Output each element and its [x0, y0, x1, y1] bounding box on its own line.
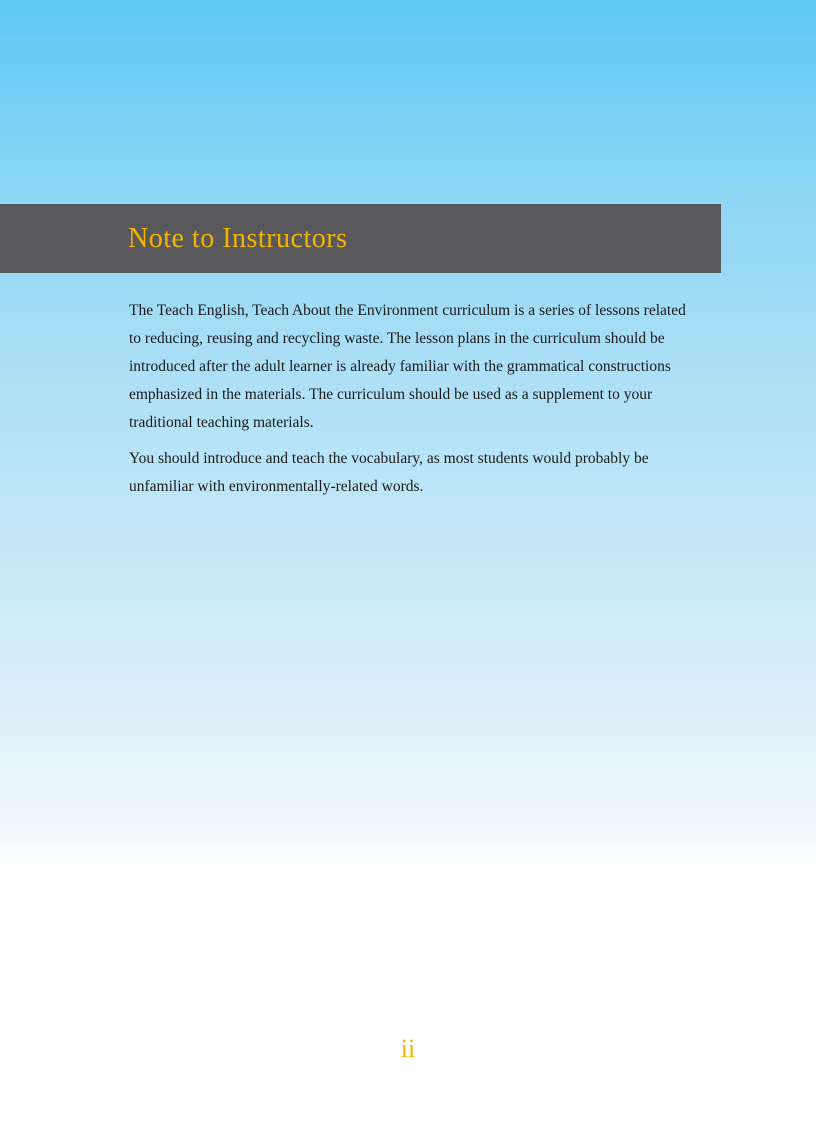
- paragraph-vocabulary: You should introduce and teach the vocabulary, as most students would probably be unfamiliar with environmentally-related words.: [129, 450, 649, 495]
- page-number: ii: [400, 1034, 416, 1063]
- paragraph-intro: The Teach English, Teach About the Environment curriculum is a series of lessons related to reducing, reusing and recycling waste. The lesson plans in the curriculum should be introduced after the adult learner is already familiar with the grammatical constructions emphasized in the materials. The curriculum should be used as a supplement to your traditional teaching materials.: [129, 302, 686, 431]
- page-title: Note to Instructors: [128, 223, 348, 254]
- title-band: [0, 204, 721, 273]
- body-text: [129, 297, 689, 509]
